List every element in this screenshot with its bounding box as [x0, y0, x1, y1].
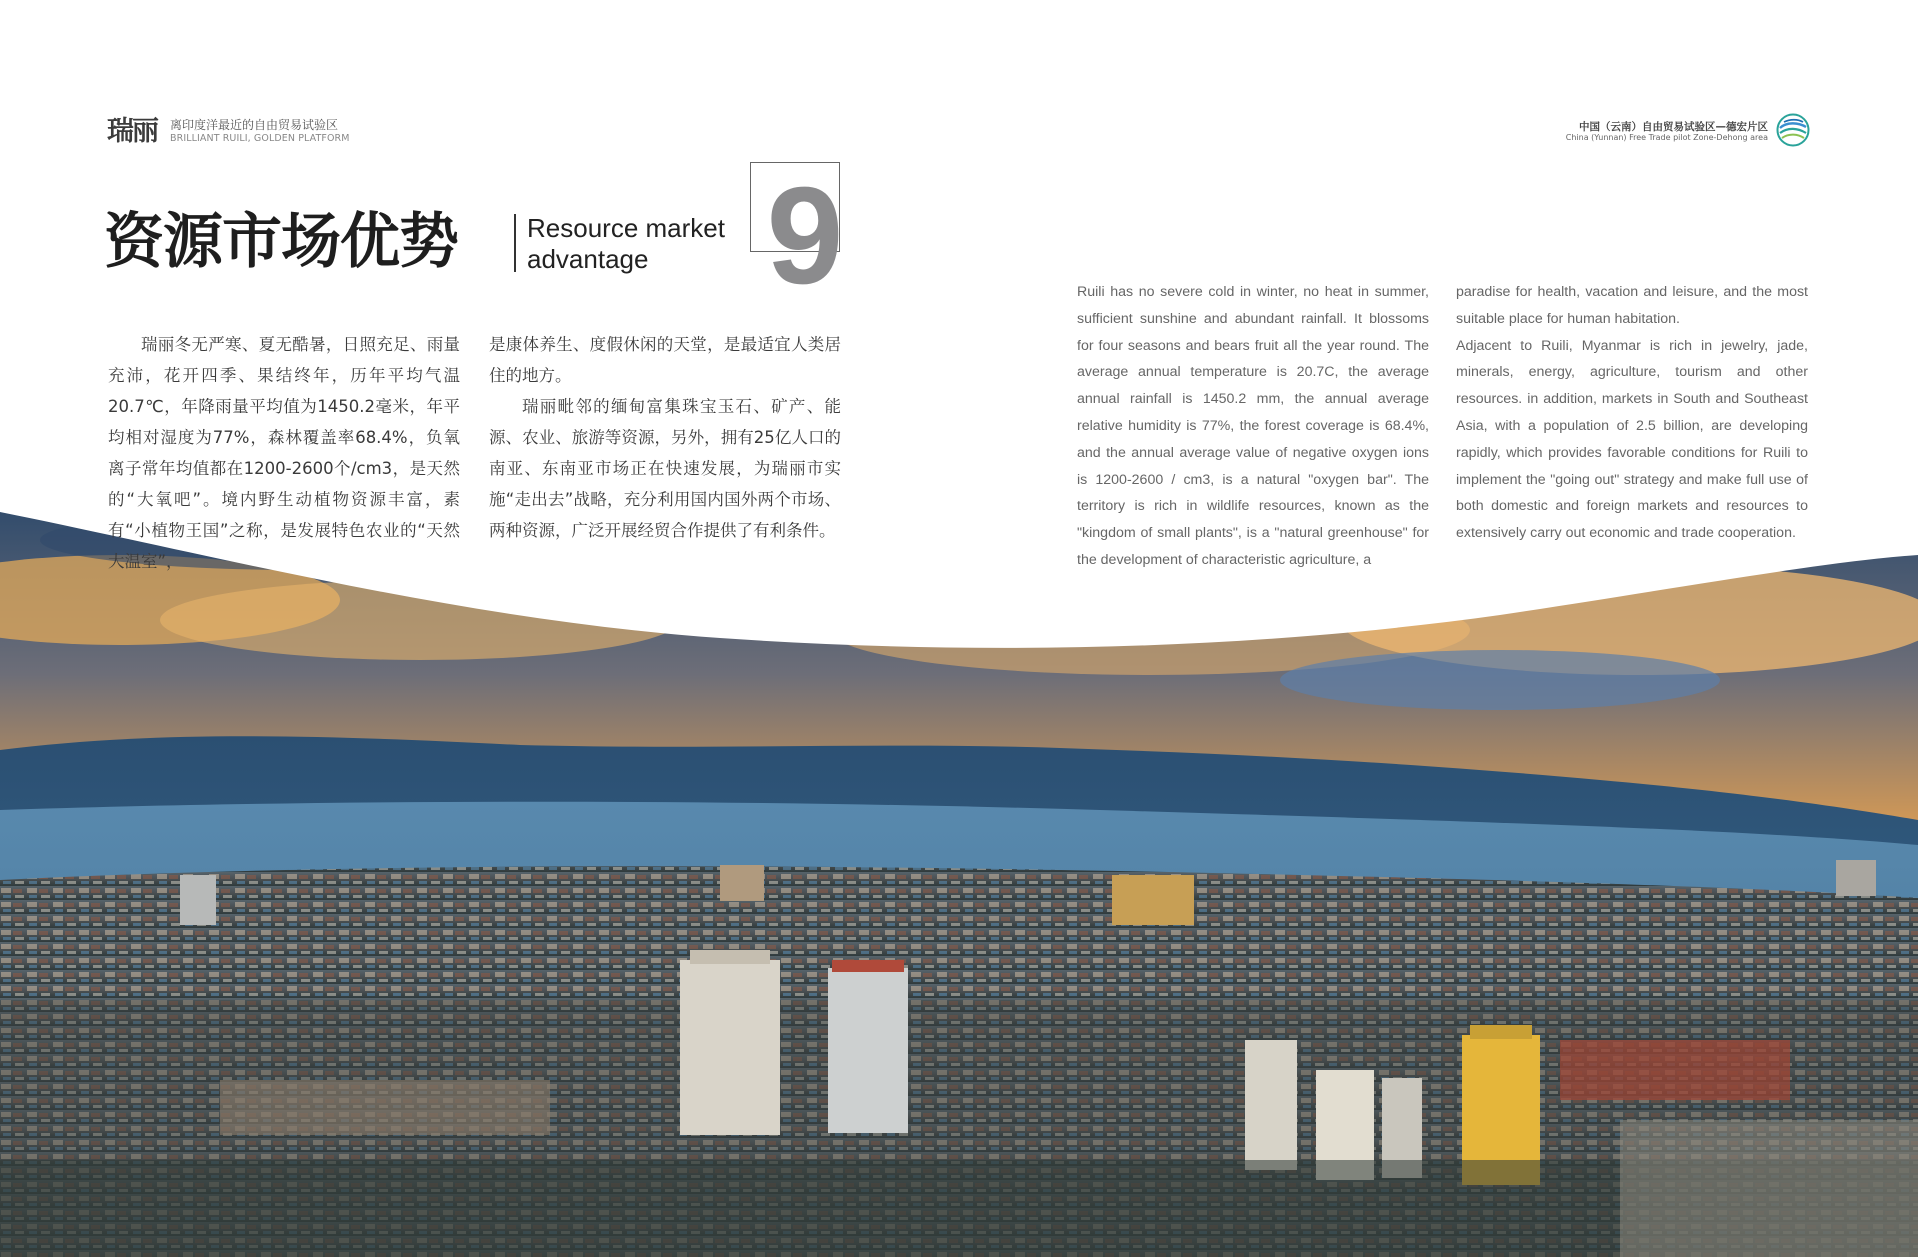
page-title-en-line1: Resource market: [527, 213, 725, 243]
body-en-paragraph-1-continued: paradise for health, vacation and leisure, and the most suitable place for human habitation.: [1456, 284, 1808, 327]
brand-tagline-cn: 离印度洋最近的自由贸易试验区: [170, 118, 339, 132]
body-cn-paragraph-2: 瑞丽毗邻的缅甸富集珠宝玉石、矿产、能源、农业、旅游等资源，另外，拥有25亿人口的南亚、东南亚市场正在快速发展，为瑞丽市实施“走出去”战略，充分利用国内国外两个市场、两种资源，广泛开展经贸合作提供了有利条件。: [489, 397, 841, 540]
body-en-column-1: [1077, 279, 1429, 574]
brand-tagline-en: BRILLIANT RUILI, GOLDEN PLATFORM: [170, 133, 350, 144]
body-cn-column-2: [489, 329, 841, 546]
title-divider: [514, 214, 516, 272]
body-en-column-2: [1456, 279, 1808, 547]
page-title-cn: 资源市场优势: [104, 207, 458, 277]
page-title-en: [527, 213, 737, 275]
body-cn-paragraph-1: 瑞丽冬无严寒、夏无酷暑，日照充足、雨量充沛，花开四季、果结终年，历年平均气温20.7℃，年降雨量平均值为1450.2毫米，年平均相对湿度为77%，森林覆盖率68.4%，负氧离子常年均值都在1200-2600个/cm3，是天然的“大氧吧”。境内野生动植物资源丰富，素有“小植物王国”之称，是发展特色农业的“天然大温室”，: [108, 335, 460, 571]
page-title-en-line2: advantage: [527, 244, 649, 274]
ruili-logo: 瑞丽: [107, 116, 157, 147]
page-number: 9: [766, 159, 844, 313]
swirl-globe-icon: [1776, 113, 1810, 147]
body-en-paragraph-2: Adjacent to Ruili, Myanmar is rich in jewelry, jade, minerals, energy, agriculture, tourism and other resources. in addition, markets in South and Southeast Asia, with a population of 2.5 billion, are developing rapidly, which provides favorable conditions for Ruili to implement the "going out" strategy and make full use of both domestic and foreign markets and resources to extensively carry out economic and trade cooperation.: [1456, 337, 1808, 542]
body-cn-paragraph-1-continued: 是康体养生、度假休闲的天堂，是最适宜人类居住的地方。: [489, 335, 841, 385]
body-en-paragraph-1: Ruili has no severe cold in winter, no heat in summer, sufficient sunshine and abundant rainfall. It blossoms for four seasons and bears fruit all the year round. The average annual temperature is 20.7C, the average annual rainfall is 1450.2 mm, the annual average relative humidity is 77%, the forest coverage is 68.4%, and the annual average value of negative oxygen ions is 1200-2600 / cm3, is a natural "oxygen bar". The territory is rich in wildlife resources, known as the "kingdom of small plants", is a "natural greenhouse" for the development of characteristic agriculture, a: [1077, 284, 1429, 568]
body-cn-column-1: [108, 329, 460, 577]
zone-name-en: China (Yunnan) Free Trade pilot Zone-Dehong area: [1565, 133, 1768, 142]
zone-name-cn: 中国（云南）自由贸易试验区—德宏片区: [1579, 121, 1768, 133]
